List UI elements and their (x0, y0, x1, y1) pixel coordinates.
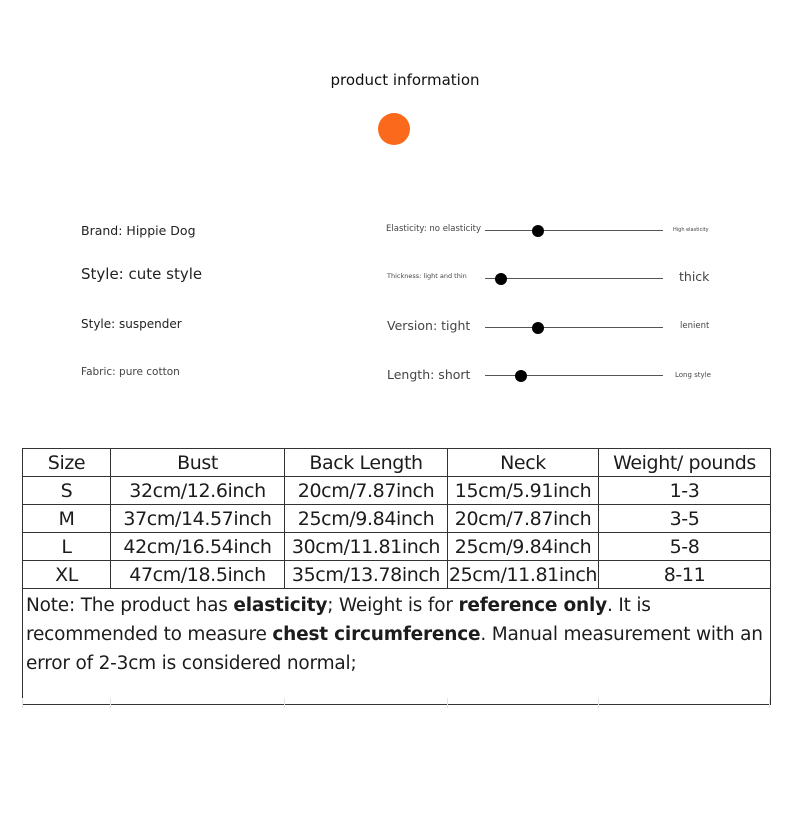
attribute-style-suspender: Style: suspender (81, 317, 182, 331)
slider-length-high-label: Long style (675, 371, 711, 379)
page-title: product information (330, 71, 480, 89)
size-table-container (22, 448, 770, 705)
slider-length-track (485, 375, 663, 376)
orange-dot-icon (378, 113, 410, 145)
slider-length-label: Length: short (387, 367, 471, 382)
table-header-row (23, 449, 771, 477)
cell-size: L (23, 533, 111, 561)
grid-line (769, 698, 770, 708)
cell-size: XL (23, 561, 111, 589)
cell-size: M (23, 505, 111, 533)
slider-thickness-label: Thickness: light and thin (387, 272, 467, 280)
slider-length-knob (515, 370, 527, 382)
note-text: Note: The product has (26, 595, 234, 616)
cell-weight: 1-3 (599, 477, 771, 505)
slider-thickness-high-label: thick (679, 269, 710, 284)
attribute-brand: Brand: Hippie Dog (81, 223, 196, 238)
grid-line (22, 698, 23, 708)
header-neck: Neck (448, 449, 599, 477)
note-text: . Manual measurement with an error of 2-3cm is considered normal; (26, 624, 763, 674)
cell-neck: 20cm/7.87inch (448, 505, 599, 533)
cell-back-length: 30cm/11.81inch (285, 533, 448, 561)
grid-remnant (22, 698, 770, 708)
grid-line (284, 698, 285, 708)
cell-neck: 25cm/9.84inch (448, 533, 599, 561)
cell-bust: 47cm/18.5inch (111, 561, 285, 589)
table-row (23, 561, 771, 589)
slider-version-high-label: lenient (680, 321, 710, 331)
note-bold-chest: chest circumference (272, 624, 481, 645)
table-note (23, 589, 771, 705)
note-text: . It is recommended to measure (26, 595, 651, 645)
cell-size: S (23, 477, 111, 505)
slider-version-track (485, 327, 663, 328)
slider-thickness-knob (495, 273, 507, 285)
cell-bust: 32cm/12.6inch (111, 477, 285, 505)
table-row (23, 505, 771, 533)
size-table (22, 448, 771, 705)
header-size: Size (23, 449, 111, 477)
cell-bust: 42cm/16.54inch (111, 533, 285, 561)
grid-line (110, 698, 111, 708)
cell-weight: 8-11 (599, 561, 771, 589)
attribute-style-cute: Style: cute style (81, 265, 203, 283)
cell-back-length: 25cm/9.84inch (285, 505, 448, 533)
slider-elasticity-knob (532, 225, 544, 237)
cell-neck: 15cm/5.91inch (448, 477, 599, 505)
slider-elasticity-label: Elasticity: no elasticity (386, 224, 482, 234)
attribute-fabric: Fabric: pure cotton (81, 366, 180, 378)
cell-weight: 5-8 (599, 533, 771, 561)
header-back-length: Back Length (285, 449, 448, 477)
header-bust: Bust (111, 449, 285, 477)
grid-line (447, 698, 448, 708)
cell-weight: 3-5 (599, 505, 771, 533)
slider-version-label: Version: tight (387, 318, 471, 333)
slider-version-knob (532, 322, 544, 334)
cell-neck: 25cm/11.81inch (448, 561, 599, 589)
note-text: ; Weight is for (327, 595, 459, 616)
slider-elasticity-high-label: High elasticity (673, 227, 709, 233)
cell-bust: 37cm/14.57inch (111, 505, 285, 533)
table-row (23, 477, 771, 505)
note-bold-elasticity: elasticity (233, 595, 328, 616)
cell-back-length: 20cm/7.87inch (285, 477, 448, 505)
header-weight: Weight/ pounds (599, 449, 771, 477)
table-note-row (23, 589, 771, 705)
cell-back-length: 35cm/13.78inch (285, 561, 448, 589)
slider-elasticity-track (485, 230, 663, 231)
table-row (23, 533, 771, 561)
note-bold-reference: reference only (458, 595, 607, 616)
grid-line (598, 698, 599, 708)
slider-thickness-track (485, 278, 663, 279)
